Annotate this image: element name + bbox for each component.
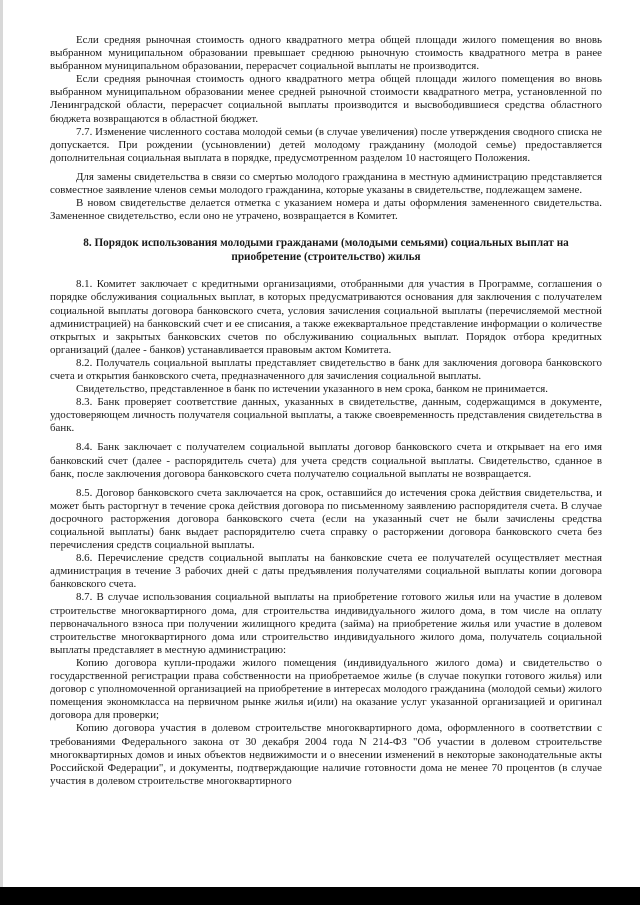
scan-bottom-border xyxy=(0,887,640,905)
section-heading: 8. Порядок использования молодыми гражданами (молодыми семьями) социальных выплат на приобретение (строительство) жилья xyxy=(83,237,569,263)
paragraph: В новом свидетельстве делается отметка с указанием номера и даты оформления замененного свидетельства. Замененное свидетельство, если оно не утрачено, возвращается в Комитет. xyxy=(50,197,602,223)
paragraph: 8.6. Перечисление средств социальной выплаты на банковские счета ее получателей осуществляет местная администрация в течение 3 рабочих дней с даты предъявления получателями социальной выплаты копии договора банковского счета. xyxy=(50,552,602,591)
paragraph: 8.2. Получатель социальной выплаты представляет свидетельство в банк для заключения договора банковского счета и открытия банковского счета, предназначенного для зачисления социальной выплаты. xyxy=(50,356,602,382)
paragraph: Если средняя рыночная стоимость одного квадратного метра общей площади жилого помещения во вновь выбранном муниципальном образовании превышает среднюю рыночную стоимость квадратного метра в ранее выбранном муниципальном образовании, перерасчет социальной выплаты не производится. xyxy=(50,34,602,73)
paragraph: Копию договора участия в долевом строительстве многоквартирного дома, оформленного в соответствии с требованиями Федерального закона от 30 декабря 2004 года N 214-ФЗ "Об участии в долевом строительстве многоквартирных домов и иных объектов недвижимости и о внесении изменений в некоторые законодательные акты Российской Федерации", и документы, подтверждающие наличие готовности дома не менее 70 процентов (в случае участия в долевом строительстве многоквартирного xyxy=(50,722,602,787)
paragraph: 8.4. Банк заключает с получателем социальной выплаты договор банковского счета и открывает на его имя банковский счет (далее - распорядитель счета) для учета средств социальной выплаты. Свидетельство, сданное в банк, после заключения договора банковского счета получателю социальной выплаты не возвращается. xyxy=(50,441,602,480)
paragraph: Копию договора купли-продажи жилого помещения (индивидуального жилого дома) и свидетельство о государственной регистрации права собственности на приобретаемое жилье (в случае покупки готового жилья) или договор с уполномоченной организацией на приобретение в интересах молодого гражданина (молодой семьи) жилого помещения экономкласса на первичном рынке жилья и(или) на оказание услуг указанной организацией и оригинал договора для проверки; xyxy=(50,656,602,722)
paragraph: 7.7. Изменение численного состава молодой семьи (в случае увеличения) после утверждения сводного списка не допускается. При рождении (усыновлении) детей молодому гражданину (молодой семье) предоставляется дополнительная социальная выплата в порядке, предусмотренном разделом 10 настоящего Положения. xyxy=(50,125,602,164)
paragraph: 8.7. В случае использования социальной выплаты на приобретение готового жилья или на участие в долевом строительстве многоквартирного дома, для строительства индивидуального жилого дома, в том числе на оплату первоначального взноса при получении жилищного кредита (займа) на приобретение жилья или участие в долевом строительстве многоквартирного дома или строительство индивидуального жилого дома, получатель социальной выплаты представляет в местную администрацию: xyxy=(50,591,602,656)
paragraph: 8.3. Банк проверяет соответствие данных, указанных в свидетельстве, данным, содержащимся в документе, удостоверяющем личность получателя социальной выплаты, а также своевременность представления свидетельства в банк. xyxy=(50,396,602,435)
document-page xyxy=(50,34,602,788)
paragraph: 8.5. Договор банковского счета заключается на срок, оставшийся до истечения срока действия свидетельства, и может быть расторгнут в течение срока действия договора по письменному заявлению распорядителя счета. В случае досрочного расторжения договора банковского счета (если на указанный счет не были зачислены средства социальной выплаты) банк выдает распорядителю счета справку о расторжении договора банковского счета без перечисления средств социальной выплаты. xyxy=(50,486,602,552)
paragraph: 8.1. Комитет заключает с кредитными организациями, отобранными для участия в Программе, соглашения о порядке обслуживания социальных выплат, в которых предусматриваются основания для заключения с получателем социальной выплаты договора банковского счета, условия зачисления социальной выплаты (перечисляемой местной администрацией) на банковский счет и ее списания, а также ежеквартальное представление информации о количестве открытых и закрытых банковских счетов по обслуживанию социальных выплат. Порядок отбора кредитных организаций (далее - банков) устанавливается правовым актом Комитета. xyxy=(50,278,602,356)
paragraph: Если средняя рыночная стоимость одного квадратного метра общей площади жилого помещения во вновь выбранном муниципальном образовании менее средней рыночной стоимости квадратного метра, установленной по Ленинградской области, перерасчет социальной выплаты производится и высвободившиеся средства областного бюджета возвращаются в областной бюджет. xyxy=(50,73,602,125)
paragraph: Свидетельство, представленное в банк по истечении указанного в нем срока, банком не принимается. xyxy=(76,383,549,396)
paragraph: Для замены свидетельства в связи со смертью молодого гражданина в местную администрацию представляется совместное заявление членов семьи молодого гражданина, которые указаны в свидетельстве, подлежащем замене. xyxy=(50,170,602,197)
scan-edge-shadow xyxy=(0,0,3,905)
